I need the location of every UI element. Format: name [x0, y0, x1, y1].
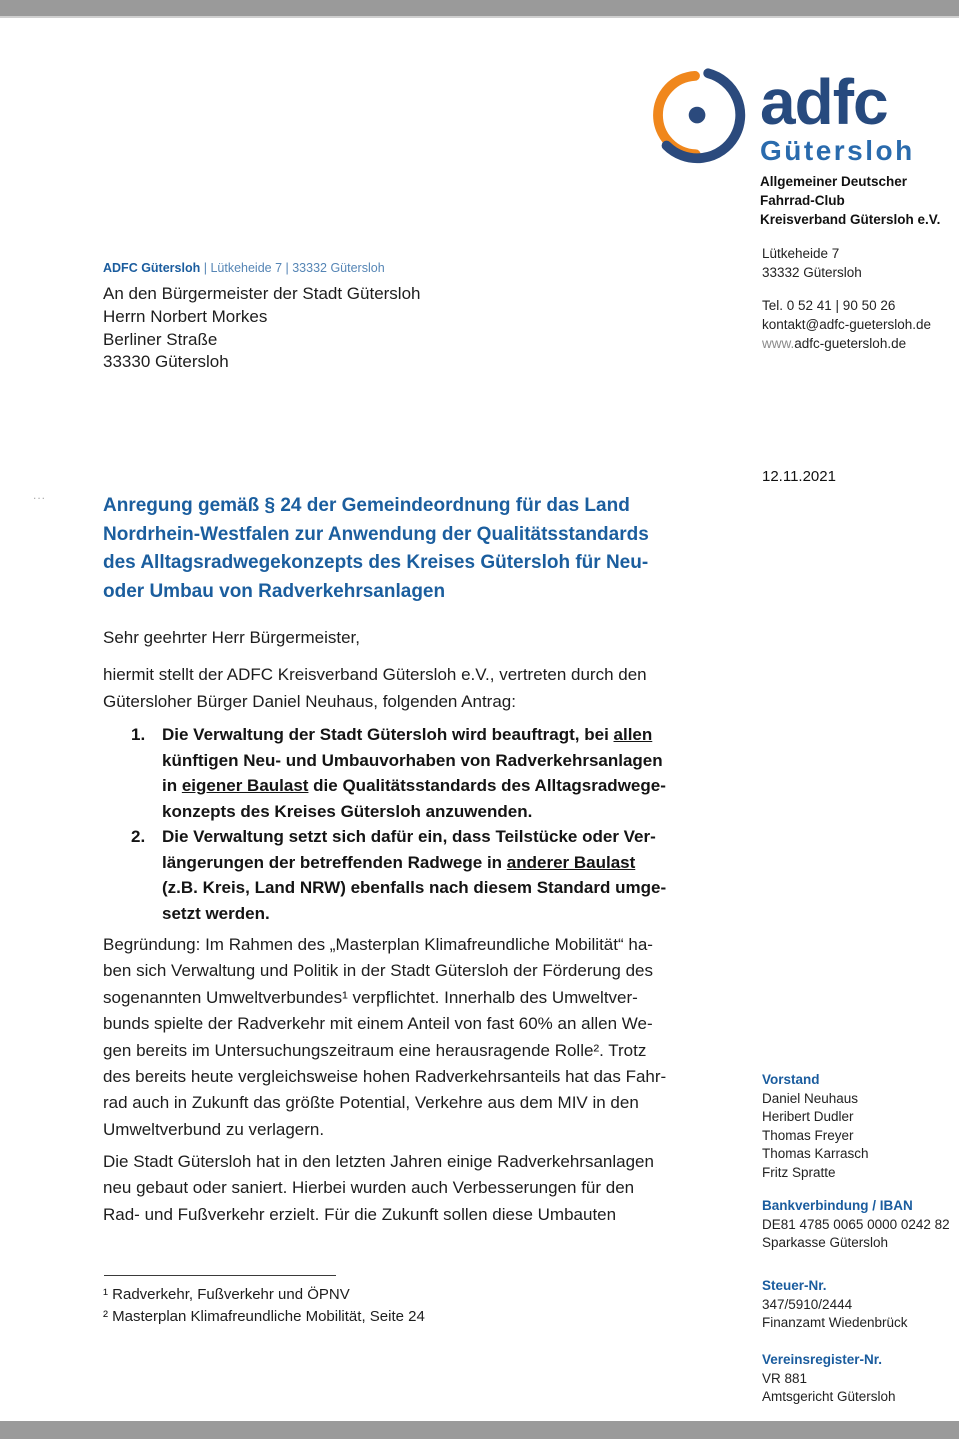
list-text: Die Verwaltung der Stadt Gütersloh wird beauftragt, bei allen künftigen Neu- und Umbauvorhaben von Radverkehrsanlagen in eigener Baulast die Qualitätsstandards des Alltagsradwege- konzepts des Kreises Gütersloh anzuwenden. — [162, 725, 666, 821]
org-name: Allgemeiner Deutscher Fahrrad-Club Kreisverband Gütersloh e.V. — [760, 174, 941, 227]
phone-number: Tel. 0 52 41 | 90 50 26 — [762, 298, 896, 313]
list-number: 1. — [131, 725, 146, 744]
sidebar-heading: Steuer-Nr. — [762, 1278, 827, 1293]
letter-subject: Anregung gemäß § 24 der Gemeindeordnung für das Land Nordrhein-Westfalen zur Anwendung der Qualitätsstandards des Alltagsradwegekonzepts des Kreises Gütersloh für Neu- oder Umbau von Radverkehrsanlagen — [103, 495, 649, 602]
viewer-top-bar — [0, 0, 959, 18]
letter-date: 12.11.2021 — [762, 468, 836, 485]
footnote-divider — [104, 1275, 336, 1276]
sidebar-lines: Daniel Neuhaus Heribert Dudler Thomas Freyer Thomas Karrasch Fritz Spratte — [762, 1090, 869, 1180]
contact-details — [762, 297, 931, 353]
sidebar-lines: 347/5910/2444 Finanzamt Wiedenbrück — [762, 1296, 908, 1331]
list-number: 2. — [131, 827, 146, 846]
contact-address: Lütkeheide 7 33332 Gütersloh — [762, 246, 862, 280]
website-url — [762, 335, 931, 354]
sidebar-section-verein — [762, 1351, 896, 1407]
logo-brand: adfc — [760, 66, 888, 138]
adfc-logo — [646, 58, 915, 176]
website-prefix: www. — [762, 335, 795, 351]
paragraph-2: Die Stadt Gütersloh hat in den letzten Jahren einige Radverkehrsanlagen neu gebaut oder saniert. Hierbei wurden auch Verbesserungen für den Rad- und Fußverkehr erzielt. Für die Zukunft sollen diese Umbauten — [103, 1152, 654, 1224]
sidebar-lines: VR 881 Amtsgericht Gütersloh — [762, 1370, 896, 1405]
intro-paragraph: hiermit stellt der ADFC Kreisverband Gütersloh e.V., vertreten durch den Gütersloher Bürger Daniel Neuhaus, folgenden Antrag: — [103, 665, 647, 711]
fold-mark: ... — [33, 488, 47, 502]
list-item-2 — [131, 824, 666, 926]
logo-brand-sub: Gütersloh — [760, 134, 915, 166]
sidebar-section-vorstand — [762, 1071, 869, 1183]
sender-address: | Lütkeheide 7 | 33332 Gütersloh — [203, 261, 385, 275]
salutation: Sehr geehrter Herr Bürgermeister, — [103, 628, 360, 647]
paragraph-begruendung: Begründung: Im Rahmen des „Masterplan Klimafreundliche Mobilität“ ha- ben sich Verwaltung und Politik in der Stadt Gütersloh der Förderung des sogenannten Umweltverbundes¹ verpflichtet. Innerhalb des Umweltver- bunds spielte der Radverkehr mit einem Anteil von fast 60% an allen We- gen bereits im Untersuchungszeitraum eine herausragende Rolle². Trotz des bereits heute vergleichsweise hohen Radverkehrsanteils hat das Fahr- rad auch in Zukunft das größte Potential, Verkehre aus dem MIV in den Umweltverbund zu verlagern. — [103, 935, 667, 1139]
adfc-wheel-icon — [646, 58, 754, 176]
recipient-address: An den Bürgermeister der Stadt Gütersloh Herrn Norbert Morkes Berliner Straße 33330 Gütersloh — [103, 284, 421, 372]
footnote-2: ² Masterplan Klimafreundliche Mobilität, Seite 24 — [103, 1308, 425, 1325]
footnote-1: ¹ Radverkehr, Fußverkehr und ÖPNV — [103, 1286, 350, 1303]
sidebar-heading: Bankverbindung / IBAN — [762, 1198, 913, 1213]
sidebar-section-steuer — [762, 1277, 908, 1333]
viewer-bottom-bar — [0, 1421, 959, 1439]
sidebar-heading: Vereinsregister-Nr. — [762, 1352, 883, 1367]
sender-return-address — [103, 261, 385, 275]
logo-text — [760, 58, 915, 167]
email-address: kontakt@adfc-guetersloh.de — [762, 316, 932, 332]
sidebar-lines: DE81 4785 0065 0000 0242 82 Sparkasse Gütersloh — [762, 1216, 950, 1251]
sender-name: ADFC Gütersloh — [103, 261, 201, 275]
list-text: Die Verwaltung setzt sich dafür ein, dass Teilstücke oder Ver- längerungen der betreffenden Radwege in anderer Baulast (z.B. Kreis, Land NRW) ebenfalls nach diesem Standard umge- setzt werden. — [162, 827, 667, 923]
sidebar-section-bank — [762, 1197, 950, 1253]
sidebar-heading: Vorstand — [762, 1072, 820, 1087]
website-domain: adfc-guetersloh.de — [794, 335, 907, 351]
list-item-1 — [131, 722, 666, 824]
